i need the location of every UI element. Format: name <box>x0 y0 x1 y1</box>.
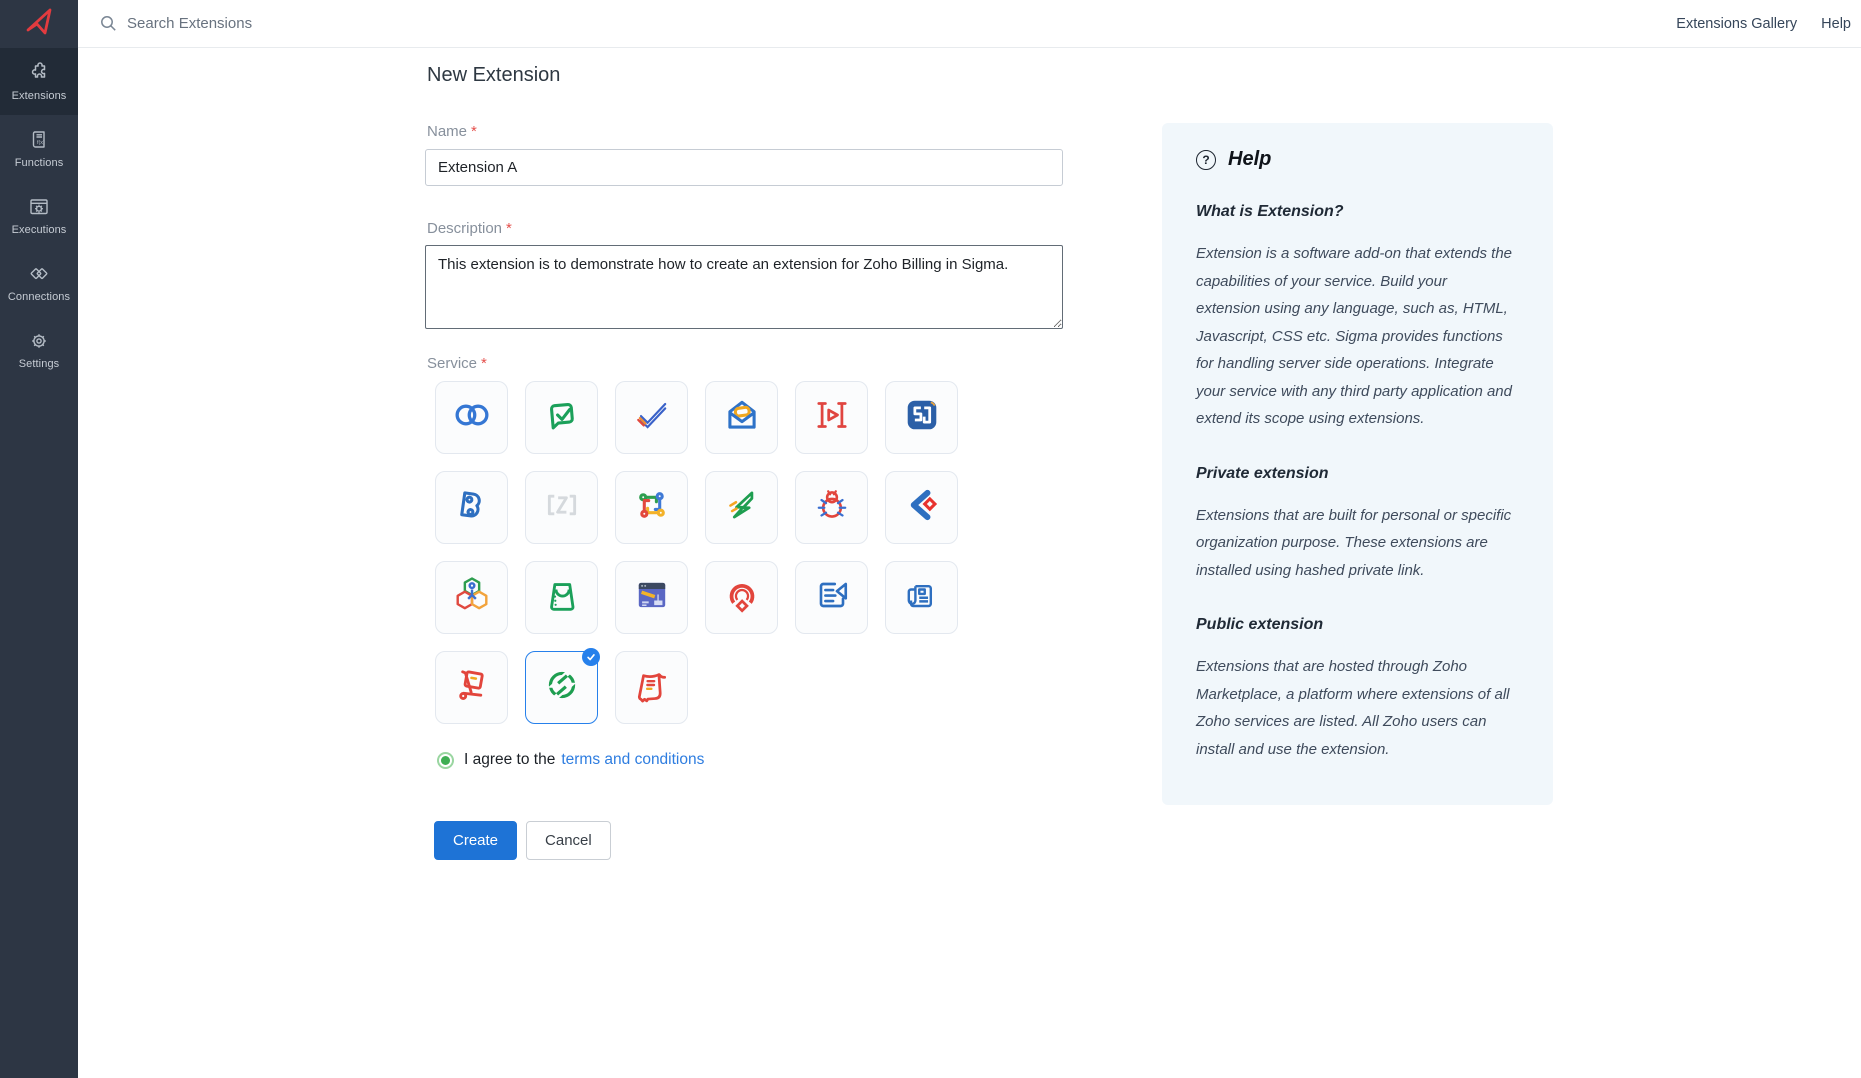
sidebar-item-label: Settings <box>18 358 60 370</box>
new-extension-form <box>425 56 1065 860</box>
sidebar-item-executions[interactable] <box>0 182 78 249</box>
service-tile-8[interactable] <box>525 471 598 544</box>
linked-rings-icon <box>450 393 494 442</box>
help-panel <box>1162 123 1553 805</box>
hexagon-cluster-icon <box>450 573 494 622</box>
service-tile-12[interactable] <box>885 471 958 544</box>
sidebar <box>0 0 78 1078</box>
selected-check-badge <box>582 648 600 666</box>
functions-book-icon <box>27 128 51 152</box>
sigma-red-arrow-logo-icon <box>21 4 57 45</box>
service-tile-7[interactable] <box>435 471 508 544</box>
presentation-play-icon <box>810 393 854 442</box>
help-section-body: Extensions that are hosted through Zoho Marketplace, a platform where extensions of all Zoho services are listed. All Zoho users can install and use the extension. <box>1196 658 1510 758</box>
service-tile-11[interactable] <box>795 471 868 544</box>
executions-window-icon <box>27 195 51 219</box>
service-tile-9[interactable] <box>615 471 688 544</box>
service-tile-16[interactable] <box>705 561 778 634</box>
shopping-bag-icon <box>540 573 584 622</box>
service-tile-3[interactable] <box>615 381 688 454</box>
service-tile-14[interactable] <box>525 561 598 634</box>
service-tile-5[interactable] <box>795 381 868 454</box>
sidebar-item-extensions[interactable] <box>0 48 78 115</box>
description-input[interactable] <box>425 245 1063 329</box>
settings-gear-icon <box>27 329 51 353</box>
striped-double-check-icon <box>630 393 674 442</box>
connections-diamonds-icon <box>27 262 51 286</box>
help-section-heading: What is Extension? <box>1196 203 1344 220</box>
extensions-gallery-link[interactable]: Extensions Gallery <box>1676 15 1798 32</box>
folded-invoice-icon <box>900 573 944 622</box>
create-button[interactable]: Create <box>434 821 517 860</box>
blue-app-tile-icon <box>900 393 944 442</box>
receipt-icon <box>630 663 674 712</box>
topbar-links <box>1676 16 1851 32</box>
chevron-diamond-icon <box>900 483 944 532</box>
service-label-text: Service <box>427 355 478 372</box>
help-title: Help <box>1228 148 1272 170</box>
name-label-text: Name <box>427 123 468 140</box>
name-input[interactable] <box>425 149 1063 186</box>
service-label <box>427 355 1065 372</box>
chat-check-icon <box>540 393 584 442</box>
agree-text: I agree to the <box>464 751 556 768</box>
search-input[interactable] <box>127 15 547 32</box>
service-tile-15[interactable] <box>615 561 688 634</box>
books-b-icon <box>450 483 494 532</box>
sidebar-nav <box>0 48 78 383</box>
page-title: New Extension <box>427 64 561 86</box>
service-tile-grid <box>435 381 958 724</box>
agree-radio[interactable] <box>437 752 454 769</box>
help-section-public-extension <box>1196 616 1515 763</box>
help-section-what-is-extension <box>1196 203 1515 433</box>
search-icon <box>100 15 117 32</box>
service-tile-2[interactable] <box>525 381 598 454</box>
service-tile-20-selected[interactable] <box>525 651 598 724</box>
sigma-logo[interactable] <box>0 0 78 48</box>
service-tile-17[interactable] <box>795 561 868 634</box>
service-tile-1[interactable] <box>435 381 508 454</box>
required-asterisk: * <box>471 123 477 140</box>
service-tile-21[interactable] <box>615 651 688 724</box>
doc-announce-icon <box>810 573 854 622</box>
sidebar-item-label: Extensions <box>11 90 67 102</box>
help-section-body: Extension is a software add-on that extends the capabilities of your service. Build your extension using any language, such as, HTML, Javascript, CSS etc. Sigma provides functions for handling server side operations. Integrate your service with any third party application and extend its scope using extensions. <box>1196 245 1513 427</box>
service-tile-18[interactable] <box>885 561 958 634</box>
hand-truck-icon <box>450 663 494 712</box>
site-builder-icon <box>630 573 674 622</box>
segmented-circle-icon <box>540 663 584 712</box>
terms-and-conditions-link[interactable]: terms and conditions <box>561 751 705 768</box>
required-asterisk: * <box>506 220 512 237</box>
agreement-row <box>437 751 1065 769</box>
service-tile-6[interactable] <box>885 381 958 454</box>
name-label <box>427 123 1065 140</box>
sidebar-item-functions[interactable] <box>0 115 78 182</box>
green-dart-icon <box>720 483 764 532</box>
service-tile-4[interactable] <box>705 381 778 454</box>
description-label <box>427 220 1065 237</box>
help-link[interactable]: Help <box>1821 15 1851 32</box>
form-actions <box>434 821 1065 860</box>
service-tile-19[interactable] <box>435 651 508 724</box>
service-tile-13[interactable] <box>435 561 508 634</box>
help-section-private-extension <box>1196 465 1515 585</box>
help-header <box>1196 148 1515 171</box>
pinwheel-arrows-icon <box>630 483 674 532</box>
svg-text:f(x): f(x) <box>37 140 45 147</box>
help-section-body: Extensions that are built for personal or specific organization purpose. These extensions are installed using hashed private link. <box>1196 506 1512 579</box>
sidebar-item-settings[interactable] <box>0 316 78 383</box>
puzzle-icon <box>27 61 51 85</box>
service-tile-10[interactable] <box>705 471 778 544</box>
cancel-button[interactable]: Cancel <box>526 821 611 860</box>
sidebar-item-connections[interactable] <box>0 249 78 316</box>
bug-icon <box>810 483 854 532</box>
magnet-icon <box>720 573 764 622</box>
question-circle-icon: ? <box>1196 150 1216 170</box>
help-section-heading: Private extension <box>1196 464 1329 482</box>
sidebar-item-label: Connections <box>7 291 71 303</box>
description-label-text: Description <box>427 220 503 237</box>
sidebar-item-label: Executions <box>11 224 67 236</box>
sidebar-item-label: Functions <box>14 157 64 169</box>
required-asterisk: * <box>481 355 487 372</box>
topbar <box>78 0 1861 48</box>
open-mail-icon <box>720 393 764 442</box>
z-brackets-icon <box>540 483 584 532</box>
help-section-heading: Public extension <box>1196 616 1324 633</box>
